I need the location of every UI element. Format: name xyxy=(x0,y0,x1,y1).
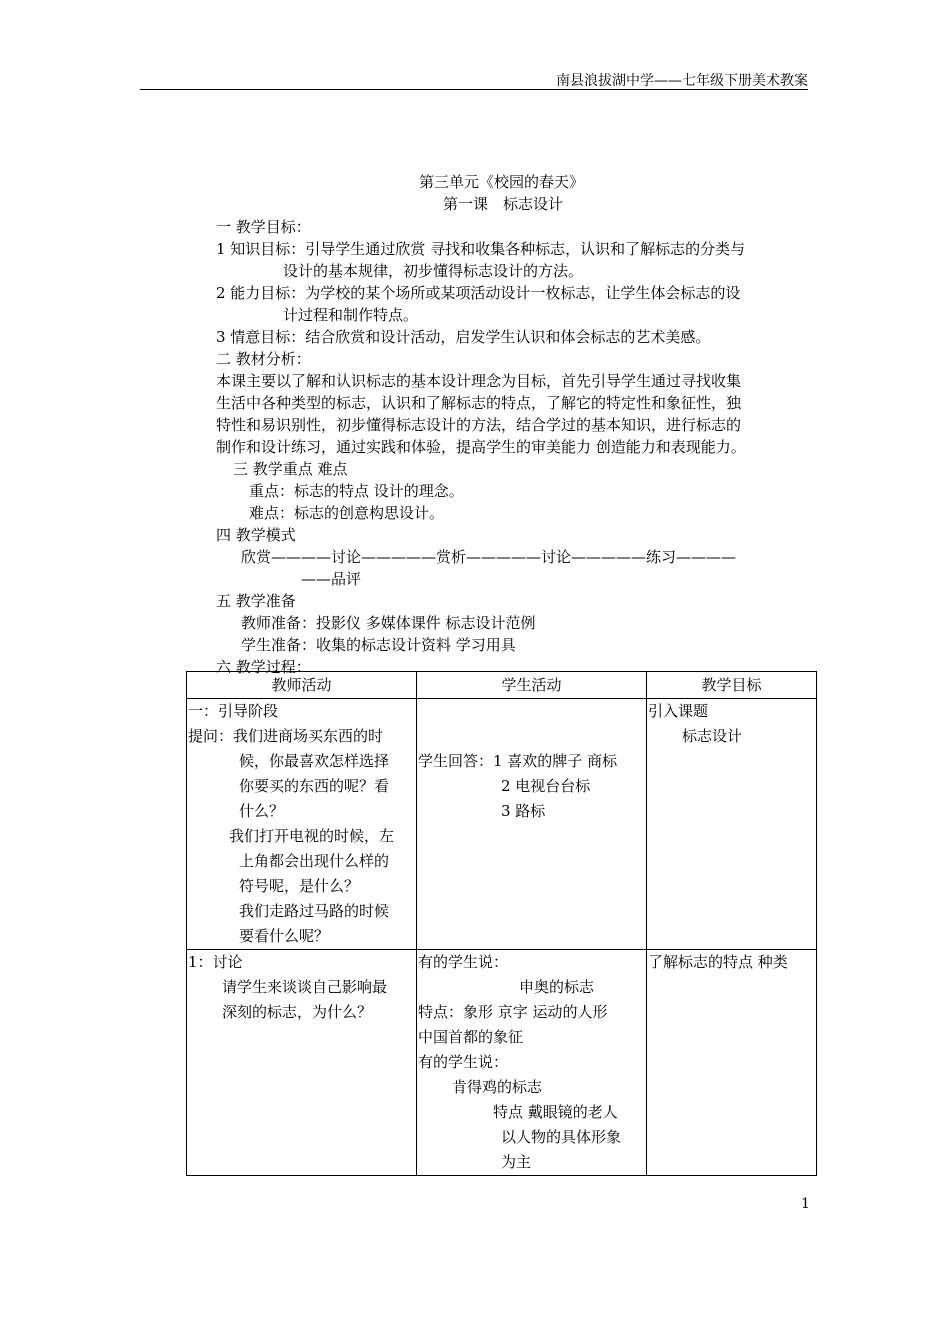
header-teacher-activity: 教师活动 xyxy=(187,672,417,699)
mode-line-1: 欣赏————讨论—————赏析—————讨论—————练习———— xyxy=(241,548,737,566)
row1-teacher-line: 符号呢，是什么？ xyxy=(239,877,360,895)
unit-title: 第三单元《校园的春天》 xyxy=(419,173,585,191)
row1-teacher-line: 候，你最喜欢怎样选择 xyxy=(239,752,390,770)
difficult-point: 难点：标志的创意构思设计。 xyxy=(249,504,445,522)
row1-student-line: 2 电视台台标 xyxy=(501,777,591,795)
row1-goal-cell xyxy=(647,699,817,950)
page-number: 1 xyxy=(801,1196,810,1212)
row1-student-line: 学生回答：1 喜欢的牌子 商标 xyxy=(418,752,618,770)
row2-teacher-cell xyxy=(187,950,417,1176)
row2-student-line: 以人物的具体形象 xyxy=(501,1128,622,1146)
row1-goal-line: 引入课题 xyxy=(648,702,709,720)
analysis-line-2: 生活中各种类型的标志，认识和了解标志的特点，了解它的特定性和象征性，独 xyxy=(216,394,742,412)
goal-knowledge-line-1: 1 知识目标：引导学生通过欣赏 寻找和收集各种标志，认识和了解标志的分类与 xyxy=(216,240,746,258)
header-school: 南县浪拔湖中学——七年级下册美术教案 xyxy=(556,73,808,89)
row2-student-line: 特点 戴眼镜的老人 xyxy=(493,1103,618,1121)
row2-teacher-line: 请学生来谈谈自己影响最 xyxy=(222,978,388,996)
section-1-heading: 一 教学目标： xyxy=(216,218,311,236)
header-teaching-goal: 教学目标 xyxy=(647,672,817,699)
goal-ability-line-1: 2 能力目标：为学校的某个场所或某项活动设计一枚标志，让学生体会标志的设 xyxy=(216,284,741,302)
section-2-heading: 二 教材分析： xyxy=(216,350,311,368)
row2-goal-cell xyxy=(647,950,817,1176)
analysis-line-4: 制作和设计练习，通过实践和体验，提高学生的审美能力 创造能力和表现能力。 xyxy=(216,438,746,456)
row2-student-line: 有的学生说： xyxy=(418,1053,509,1071)
row1-teacher-line: 上角都会出现什么样的 xyxy=(239,852,390,870)
analysis-line-3: 特性和易识别性，初步懂得标志设计的方法，结合学过的基本知识，进行标志的 xyxy=(216,416,742,434)
row1-student-line: 3 路标 xyxy=(501,802,546,820)
header-rule xyxy=(140,89,808,90)
section-5-heading: 五 教学准备 xyxy=(216,592,296,610)
row2-student-line: 为主 xyxy=(501,1153,532,1171)
row1-teacher-cell xyxy=(187,699,417,950)
row2-student-line: 肯得鸡的标志 xyxy=(452,1078,543,1096)
row1-student-cell xyxy=(417,699,647,950)
row1-teacher-line: 什么？ xyxy=(239,802,285,820)
row2-teacher-line: 1：讨论 xyxy=(188,953,243,971)
row1-teacher-line: 提问：我们进商场买东西的时 xyxy=(188,727,384,745)
table-header-row xyxy=(187,672,817,699)
row2-student-line: 有的学生说： xyxy=(418,953,509,971)
student-preparation: 学生准备：收集的标志设计资料 学习用具 xyxy=(241,636,516,654)
table-row xyxy=(187,699,817,950)
teacher-preparation: 教师准备：投影仪 多媒体课件 标志设计范例 xyxy=(241,614,536,632)
row1-teacher-line: 要看什么呢？ xyxy=(239,927,330,945)
section-6-heading: 六 教学过程： xyxy=(216,658,311,676)
process-table xyxy=(186,671,817,1176)
row1-teacher-line: 你要买的东西的呢？看 xyxy=(239,777,390,795)
analysis-line-1: 本课主要以了解和认识标志的基本设计理念为目标，首先引导学生通过寻找收集 xyxy=(216,372,742,390)
goal-knowledge-line-2: 设计的基本规律，初步懂得标志设计的方法。 xyxy=(283,262,584,280)
header-student-activity: 学生活动 xyxy=(417,672,647,699)
row1-teacher-line: 我们打开电视的时候，左 xyxy=(229,827,395,845)
lesson-title: 第一课 标志设计 xyxy=(443,195,564,213)
goal-ability-line-2: 计过程和制作特点。 xyxy=(283,306,419,324)
row1-teacher-line: 我们走路过马路的时候 xyxy=(239,902,390,920)
row1-teacher-line: 一：引导阶段 xyxy=(188,702,279,720)
row2-teacher-line: 深刻的标志，为什么？ xyxy=(222,1003,373,1021)
row2-student-line: 特点：象形 京字 运动的人形 xyxy=(418,1003,608,1021)
row2-student-line: 中国首都的象征 xyxy=(418,1028,524,1046)
row2-goal-line: 了解标志的特点 种类 xyxy=(648,953,788,971)
goal-emotion-line: 3 情意目标：结合欣赏和设计活动，启发学生认识和体会标志的艺术美感。 xyxy=(216,328,711,346)
mode-line-2: ——品评 xyxy=(301,570,362,588)
section-3-heading: 三 教学重点 难点 xyxy=(233,460,348,478)
row2-student-line: 申奥的标志 xyxy=(519,978,595,996)
section-4-heading: 四 教学模式 xyxy=(216,526,296,544)
key-point: 重点：标志的特点 设计的理念。 xyxy=(249,482,464,500)
row2-student-cell xyxy=(417,950,647,1176)
row1-goal-line: 标志设计 xyxy=(682,727,743,745)
table-row xyxy=(187,950,817,1176)
